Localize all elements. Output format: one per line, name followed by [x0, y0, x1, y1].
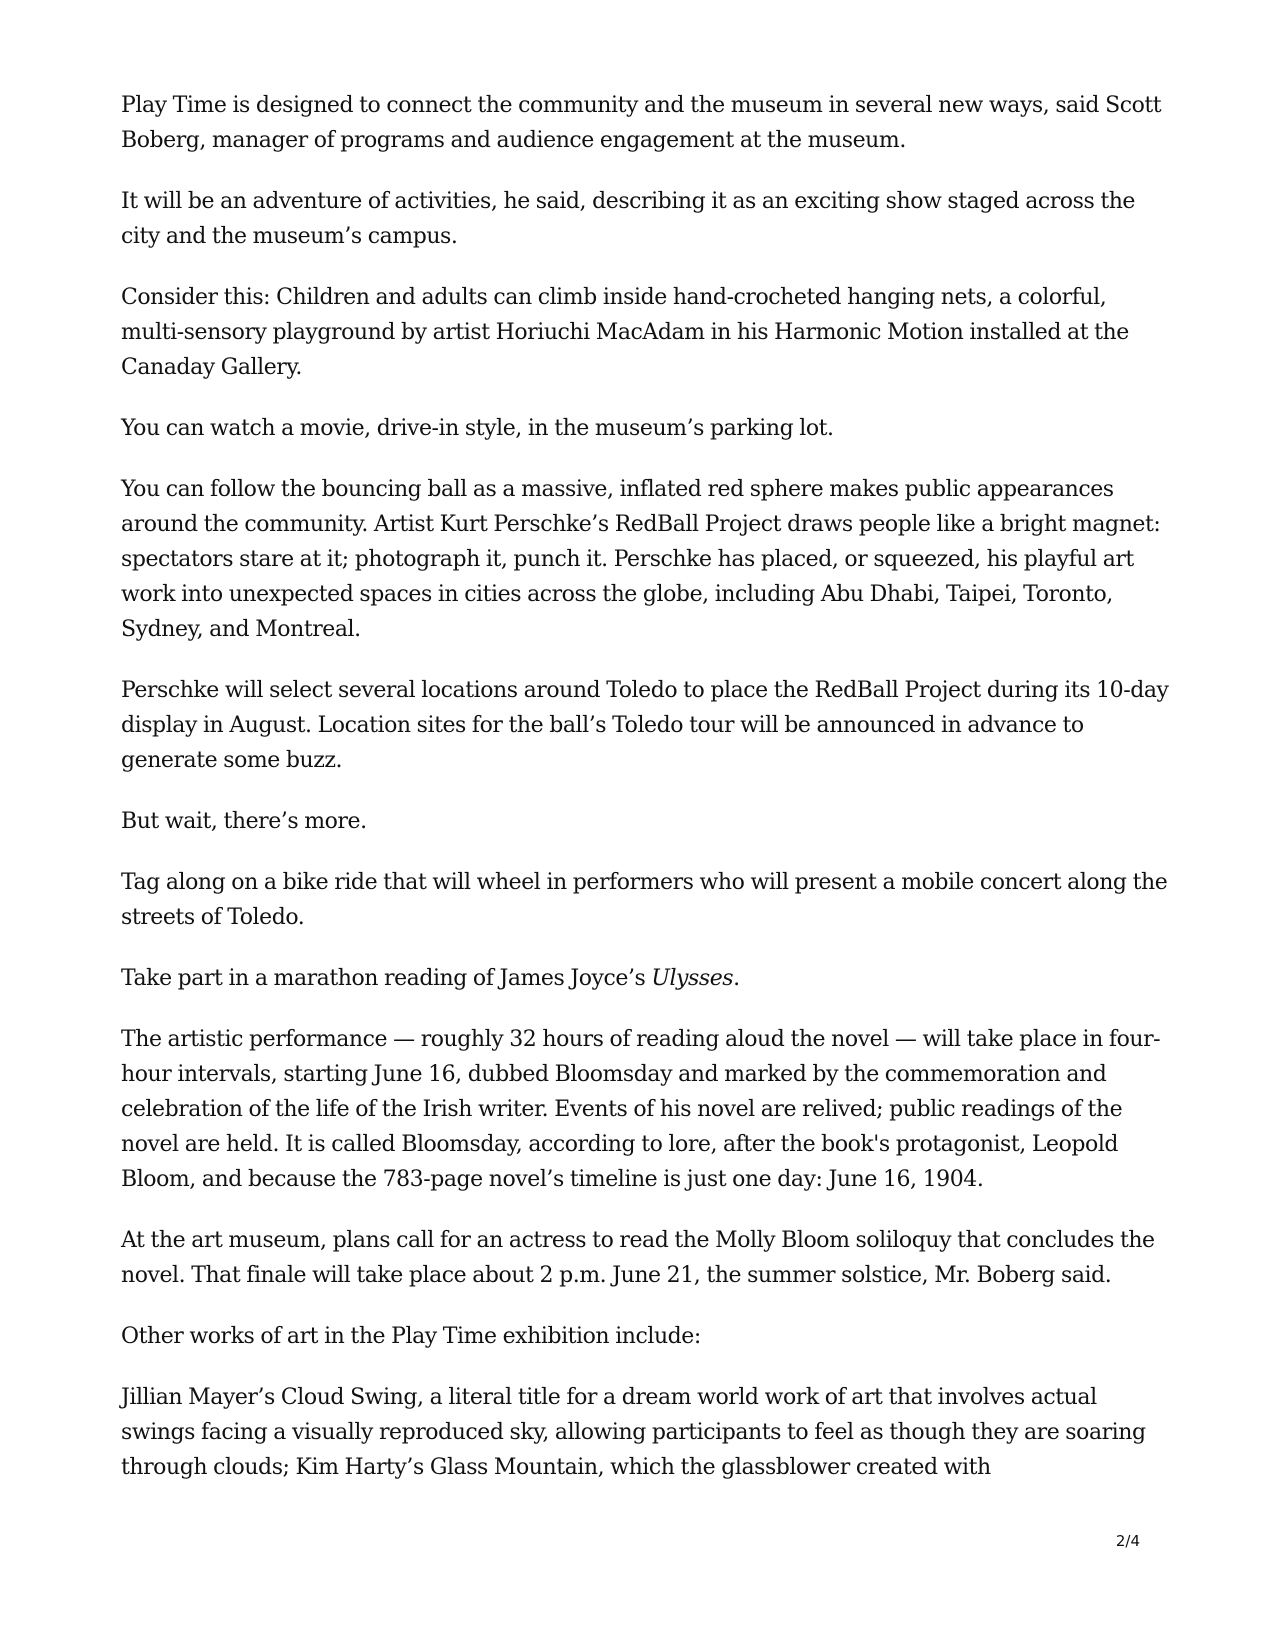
- paragraph-1: Play Time is designed to connect the community and the museum in several new ways, said Scott Boberg, manager of programs and audience engagement at the museum.: [121, 93, 1162, 153]
- page-number: 2/4: [1115, 1532, 1140, 1550]
- paragraph-13: Jillian Mayer’s Cloud Swing, a literal title for a dream world work of art that involves actual swings facing a visually reproduced sky, allowing participants to feel as though they are soaring through clouds; Kim Harty’s Glass Mountain, which the glassblower created with: [121, 1385, 1146, 1480]
- paragraph-8: Tag along on a bike ride that will wheel in performers who will present a mobile concert along the streets of Toledo.: [121, 870, 1168, 930]
- paragraph-2: It will be an adventure of activities, he said, describing it as an exciting show staged across the city and the museum’s campus.: [121, 189, 1136, 249]
- ulysses-text-after: .: [733, 966, 740, 991]
- paragraph-11: At the art museum, plans call for an actress to read the Molly Bloom soliloquy that concludes the novel. That finale will take place about 2 p.m. June 21, the summer solstice, Mr. Boberg said.: [121, 1228, 1155, 1288]
- paragraph-6: Perschke will select several locations around Toledo to place the RedBall Project during its 10-day display in August. Location sites for the ball’s Toledo tour will be announced in advance to generate some buzz.: [121, 678, 1169, 773]
- paragraph-12: Other works of art in the Play Time exhibition include:: [121, 1324, 701, 1349]
- paragraph-4: You can watch a movie, drive-in style, in the museum’s parking lot.: [121, 416, 834, 441]
- article-body: [121, 88, 1171, 1511]
- paragraph-10: The artistic performance — roughly 32 hours of reading aloud the novel — will take place in four-hour intervals, starting June 16, dubbed Bloomsday and marked by the commemoration and celebration of the life of the Irish writer. Events of his novel are relived; public readings of the novel are held. It is called Bloomsday, according to lore, after the book's protagonist, Leopold Bloom, and because the 783-page novel’s timeline is just one day: June 16, 1904.: [121, 1027, 1161, 1192]
- paragraph-ulysses: [121, 961, 1171, 996]
- book-title-ulysses: Ulysses: [651, 966, 734, 991]
- ulysses-text-before: Take part in a marathon reading of James Joyce’s: [121, 966, 652, 991]
- paragraph-7: But wait, there’s more.: [121, 809, 367, 834]
- paragraph-5: You can follow the bouncing ball as a massive, inflated red sphere makes public appearances around the community. Artist Kurt Perschke’s RedBall Project draws people like a bright magnet: spectators stare at it; photograph it, punch it. Perschke has placed, or squeezed, his playful art work into unexpected spaces in cities across the globe, including Abu Dhabi, Taipei, Toronto, Sydney, and Montreal.: [121, 477, 1161, 642]
- paragraph-3: Consider this: Children and adults can climb inside hand-crocheted hanging nets, a colorful, multi-sensory playground by artist Horiuchi MacAdam in his Harmonic Motion installed at the Canaday Gallery.: [121, 285, 1129, 380]
